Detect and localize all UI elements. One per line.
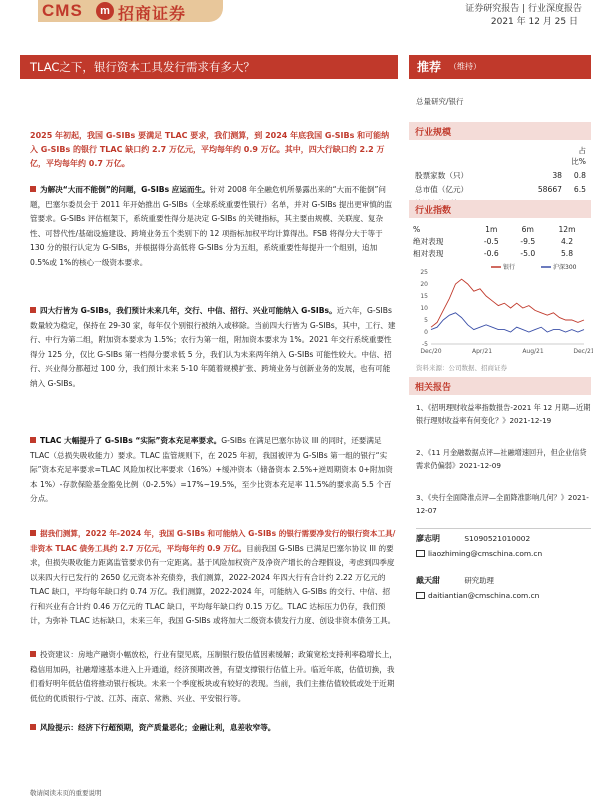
row-label: 股票家数（只） — [415, 170, 469, 180]
logo-en: CMS — [42, 1, 83, 20]
bullet-body: 目前我国 G-SIBs 已满足巴塞尔协议 III 的要求，但损失吸收能力距离监管要求仍有一定距离。基于风险加权资产及净资产增长的合理假设，考虑到四季度以来四大行已发行的 2650 亿元资本补充债券，我们测算，2022-2024 年四大行有合计约 2.22 万亿元的 TLAC 缺口，平均每年缺口约 0.74 万亿。我们测算，2022-2024 年，可能纳入 G-SIBs 的交行、中信、招行和兴业有合计约 0.46 万亿元的 TLAC 缺口，平均每年缺口约 0.15 万亿。TLAC 达标压力仍存，我们预计，为弥补 TLAC 达标缺口，未来三年，我国 G-SIBs 或将加大二级资本债发行力度、创设非资本债务工具。 — [30, 543, 396, 625]
row-value: 58667 — [537, 184, 562, 194]
index-chart-svg — [409, 262, 593, 360]
source-note: 资料来源：公司数据、招商证券 — [416, 364, 507, 372]
bullet-body: 针对 2008 年全融危机所暴露出来的“大而不能倒”问题，巴塞尔委员会于 2011 年开始推出 G-SIBs（全球系统重要性银行）名单，并对 G-SIBs 提出更审慎的监管要求。G-SIBs 评估框架下，系统重要性得分是决定 G-SIBs 的关键指标，其主要由规模、关联度、复杂性、可替代性/基础设施建设、跨境业务五个类别下的 12 项指标加权平均计算得出。FSB 将得分大于等于 130 分的银行认定为 G-SIBs，并根据得分高低将 G-SIBs 分为五组，系统重要性每提升一个组别，追加 0.5%或 1%的核心一级资本要求。 — [30, 185, 393, 267]
bullet-square-icon — [30, 437, 36, 443]
table-row — [413, 235, 588, 247]
pct-header: 占比% — [571, 146, 586, 166]
analyst-code: S1090521010002 — [464, 534, 531, 543]
page-header — [0, 0, 600, 34]
bullet-1 — [30, 183, 397, 270]
y-tick-label: 20 — [420, 281, 428, 288]
legend-label: 沪深300 — [553, 264, 577, 271]
y-tick-label: -5 — [422, 341, 428, 348]
rating-bar — [409, 55, 591, 79]
analyst-1 — [416, 528, 591, 558]
analyst-email[interactable]: daitiantian@cmschina.com.cn — [428, 591, 540, 600]
row-pct: 0.8 — [573, 170, 586, 180]
row-label: 相对表现 — [413, 248, 444, 258]
logo-cn: 招商证券 — [118, 4, 187, 23]
industry-index-title: 行业指数 — [415, 206, 452, 216]
industry-scale-header — [409, 122, 591, 140]
industry-index-table — [413, 223, 588, 259]
cell: -9.5 — [520, 236, 536, 246]
bullet-body: G-SIBs 在满足巴塞尔协议 III 的同时，还要满足 TLAC（总损失吸收能力）要求。TLAC 监管规则下，在 2025 年初，我国被评为 G-SIBs 第一组的银行“实际”资本充足率要求=TLAC 风险加权比率要求（16%）+缓冲资本（储备资本 2.5%+逆周期资本 0+附加资本 1%）-存款保险基金豁免比例（0-2.5%）=17%~19.5%，至少比资本充足率 11.5%的要求高 5.5 个百分点。 — [30, 436, 393, 503]
related-item[interactable]: 3、《央行全面降准点评—全面降准影响几何？》2021-12-07 — [416, 493, 589, 515]
x-tick-label: Dec/20 — [420, 348, 442, 355]
rating-label: 推荐 — [417, 60, 442, 74]
bullet-head: TLAC 大幅提升了 G-SIBs “实际”资本充足率要求。 — [40, 436, 222, 445]
analyst-email[interactable]: liaozhiming@cmschina.com.cn — [428, 549, 543, 558]
bullet-3 — [30, 434, 397, 507]
series-line-bank — [431, 279, 584, 327]
table-row — [413, 247, 588, 259]
rating-sub: （维持） — [449, 62, 481, 71]
table-row — [413, 223, 588, 235]
bullet-5 — [30, 648, 397, 706]
bullet-head: 四大行皆为 G-SIBs，我们预计未来几年，交行、中信、招行、兴业可能纳入 G-SIBs。 — [40, 306, 337, 315]
bullet-4 — [30, 527, 397, 629]
row-label: 绝对表现 — [413, 236, 444, 246]
cell: -5.0 — [520, 248, 536, 258]
industry-scale-title: 行业规模 — [415, 128, 452, 138]
index-chart — [409, 262, 593, 360]
analyst-2 — [416, 575, 591, 600]
industry-index-header — [409, 200, 591, 218]
footer-note: 敬请阅读末页的重要说明 — [30, 789, 102, 797]
analyst-name: 廖志明 — [416, 534, 440, 543]
bullet-head: 风险提示：经济下行超预期，资产质量恶化；金融让利，息差收窄等。 — [40, 723, 276, 732]
row-pct: 6.5 — [573, 184, 586, 194]
intro-summary: 2025 年初起，我国 G-SIBs 要满足 TLAC 要求，我们测算，到 2024 年底我国 G-SIBs 和可能纳入 G-SIBs 的银行 TLAC 缺口约 2.7 万亿元，平均每年约 0.9 万亿。其中，四大行缺口约 2.2 万亿，平均每年约 0.7 万亿。 — [30, 131, 390, 168]
bullet-square-icon — [30, 651, 36, 657]
bullet-2 — [30, 304, 397, 391]
y-tick-label: 25 — [420, 269, 428, 276]
related-item[interactable]: 2、《11 月金融数据点评—社融增速回升，但企业信贷需求仍偏弱》2021-12-09 — [416, 448, 587, 470]
sector-label: 总量研究/银行 — [416, 97, 464, 106]
bullet-square-icon — [30, 186, 36, 192]
email-icon — [416, 550, 425, 557]
col-header: 6m — [521, 224, 534, 234]
col-header: 12m — [558, 224, 576, 234]
related-title: 相关报告 — [415, 383, 452, 393]
bullet-head: 据我们测算，2022 年-2024 年，我国 G-SIBs 和可能纳入 G-SIBs 的银行需要净发行的银行资本工具/非资本 TLAC 债务工具约 2.7 万亿元，平均每年约 0.9 万亿。 — [30, 529, 396, 553]
bullet-square-icon — [30, 530, 36, 536]
doc-type: 证券研究报告 | 行业深度报告 — [465, 4, 582, 14]
bullet-square-icon — [30, 307, 36, 313]
table-row — [415, 169, 586, 181]
related-item[interactable]: 1、《招明理财收益率指数报告-2021 年 12 月期—近期银行理财收益率有何变化？》2021-12-19 — [416, 403, 591, 425]
bullet-square-icon — [30, 724, 36, 730]
y-tick-label: 10 — [420, 305, 428, 312]
y-tick-label: 15 — [420, 293, 428, 300]
col-header: 1m — [485, 224, 498, 234]
y-tick-label: 0 — [424, 329, 428, 336]
y-tick-label: 5 — [424, 317, 428, 324]
x-tick-label: Dec/21 — [573, 348, 593, 355]
cell: 5.8 — [560, 248, 574, 258]
x-tick-label: Apr/21 — [471, 348, 493, 355]
row-label: 总市值（亿元） — [415, 184, 469, 194]
analyst-code: 研究助理 — [464, 576, 494, 585]
cell: 4.2 — [560, 236, 574, 246]
legend-label: 银行 — [503, 264, 516, 271]
bullet-head: 为解决“大而不能倒”的问题，G-SIBs 应运而生。 — [40, 185, 210, 194]
cell: -0.6 — [483, 248, 499, 258]
logo-mark-icon: m — [96, 2, 114, 20]
table-row — [415, 145, 586, 167]
report-date: 2021 年 12 月 25 日 — [490, 17, 578, 27]
analyst-name: 戴天甜 — [416, 576, 440, 585]
row-value: 38 — [552, 170, 562, 180]
cell: -0.5 — [483, 236, 499, 246]
email-icon — [416, 592, 425, 599]
bullet-body: 近六年，G-SIBs 数量较为稳定，保持在 29-30 家，每年仅个别银行被纳入或移除。当前四大行皆为 G-SIBs，其中，工行、建行、中行为第二组，附加资本要求为 1.5%；农行为第一组，附加资本要求为 1%。2021 年交行系统重要性得分 125 分，仅比 G-SIBs 第一档得分要求低 5 分，我们认为未来两年纳入 G-SIBs 可能性较大。中信、招行、兴业得分都超过 100 分，我们预计未来 5-10 年随着规模扩张、跨境业务与创新业务的发展，也有可能纳入 G-SIBs。 — [30, 306, 396, 388]
bullet-body: 投资建议：房地产融资小幅放松，行业有望见底，压制银行股估值因素缓解；政策宽松支持利率稳增长上，稳信用加码，社融增速基本进入上升通道，经济预期改善，有望支撑银行估值上升。临近年底，估值切换，我们看好明年低估值将推动银行板块。未来一个季度板块或有较好的表现。当前，我们主推估值较低或处于近期低位的优质银行-宁波、江苏、南京、常熟、兴业、平安银行等。 — [30, 650, 397, 703]
series-line-hs300 — [431, 313, 584, 332]
col-header: % — [413, 224, 421, 234]
bullet-6 — [30, 721, 397, 736]
x-tick-label: Aug/21 — [522, 348, 544, 355]
table-row — [415, 183, 586, 195]
report-title: TLAC之下，银行资本工具发行需求有多大？ — [30, 60, 255, 74]
related-header — [409, 377, 591, 395]
report-title-bar — [20, 55, 398, 79]
brand-logo — [38, 0, 223, 22]
